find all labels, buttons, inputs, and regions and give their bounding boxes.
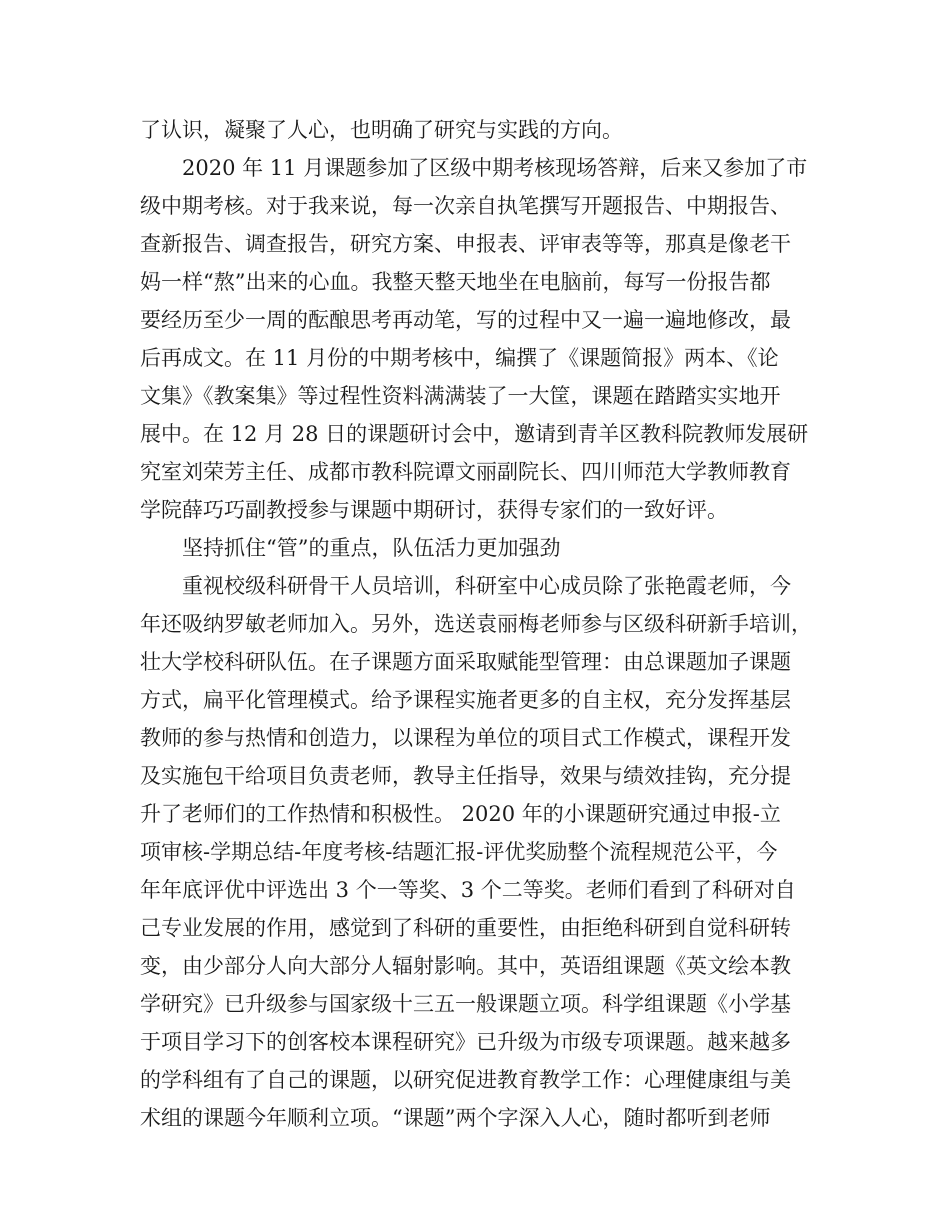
text-line: 妈一样“熬”出来的心血。我整天整天地坐在电脑前，每写一份报告都 [140,270,771,294]
section-heading: 坚持抓住“管”的重点，队伍活力更加强劲 [182,536,561,560]
text-line: 重视校级科研骨干人员培训，科研室中心成员除了张艳霞老师，今 [182,574,791,598]
text-line: 己专业发展的作用，感觉到了科研的重要性，由拒绝科研到自觉科研转 [140,916,791,940]
text-line: 级中期考核。对于我来说，每一次亲自执笔撰写开题报告、中期报告、 [140,194,791,218]
text-line: 壮大学校科研队伍。在子课题方面采取赋能型管理：由总课题加子课题 [140,650,791,674]
text-line: 变，由少部分人向大部分人辐射影响。其中，英语组课题《英文绘本教 [140,954,791,978]
text-line: 教师的参与热情和创造力，以课程为单位的项目式工作模式，课程开发 [140,726,791,750]
text-line: 2020 年 11 月课题参加了区级中期考核现场答辩，后来又参加了市 [182,156,808,180]
text-line: 学研究》已升级参与国家级十三五一般课题立项。科学组课题《小学基 [140,992,791,1016]
text-line: 后再成文。在 11 月份的中期考核中，编撰了《课题简报》两本、《论 [140,346,779,370]
text-line: 升了老师们的工作热情和积极性。 2020 年的小课题研究通过申报-立 [140,802,781,826]
text-line: 展中。在 12 月 28 日的课题研讨会中，邀请到青羊区教科院教师发展研 [140,422,809,446]
text-line: 年还吸纳罗敏老师加入。另外，选送袁丽梅老师参与区级科研新手培训， [140,612,812,636]
text-line: 术组的课题今年顺利立项。“课题”两个字深入人心，随时都听到老师 [140,1106,771,1130]
text-line: 究室刘荣芳主任、成都市教科院谭文丽副院长、四川师范大学教师教育 [140,460,791,484]
text-line: 要经历至少一周的酝酿思考再动笔，写的过程中又一遍一遍地修改，最 [140,308,791,332]
text-line: 方式，扁平化管理模式。给予课程实施者更多的自主权，充分发挥基层 [140,688,791,712]
text-line: 了认识，凝聚了人心，也明确了研究与实践的方向。 [140,118,623,142]
text-line: 文集》《教案集》等过程性资料满满装了一大筐，课题在踏踏实实地开 [140,384,781,408]
text-line: 年年底评优中评选出 3 个一等奖、3 个二等奖。老师们看到了科研对自 [140,878,796,902]
text-line: 及实施包干给项目负责老师，教导主任指导，效果与绩效挂钩，充分提 [140,764,791,788]
text-line: 项审核-学期总结-年度考核-结题汇报-评优奖励整个流程规范公平，今 [140,840,778,864]
text-line: 的学科组有了自己的课题，以研究促进教育教学工作：心理健康组与美 [140,1068,791,1092]
text-line: 学院薛巧巧副教授参与课题中期研讨，获得专家们的一致好评。 [140,498,728,522]
text-line: 查新报告、调查报告，研究方案、申报表、评审表等等，那真是像老干 [140,232,791,256]
text-line: 于项目学习下的创客校本课程研究》已升级为市级专项课题。越来越多 [140,1030,791,1054]
